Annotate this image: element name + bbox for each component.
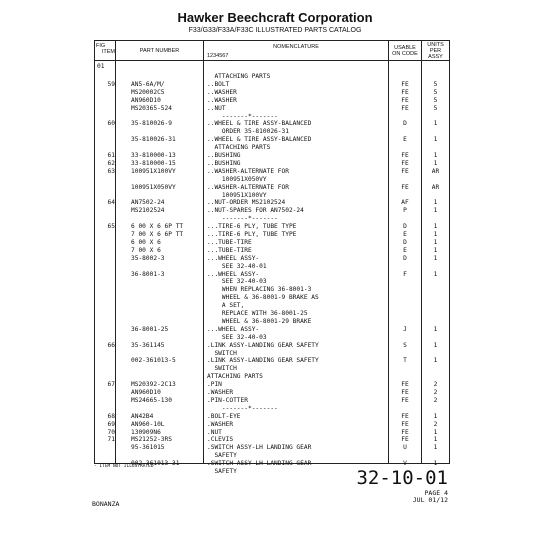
nomenclature-cell: ATTACHING PARTS bbox=[207, 73, 271, 80]
units-cell: 2 bbox=[433, 389, 438, 396]
page-number: PAGE 4 bbox=[424, 489, 448, 497]
nomenclature-cell: .WASHER bbox=[207, 389, 234, 396]
nomenclature-cell: SEE 32-40-01 bbox=[207, 262, 267, 270]
usable-code-cell: J bbox=[403, 325, 407, 333]
usable-code-cell: FE bbox=[401, 159, 409, 167]
usable-code-cell: E bbox=[403, 246, 407, 254]
usable-code-cell: FE bbox=[401, 80, 409, 88]
usable-code-cell: FE bbox=[401, 396, 409, 404]
usable-code-cell: FE bbox=[401, 183, 409, 191]
nomenclature-cell: ORDER 35-810026-31 bbox=[207, 128, 289, 136]
units-cell: 2 bbox=[433, 420, 438, 428]
part-number-cell: 6 00 X 6 bbox=[131, 238, 161, 246]
units-cell: 2 bbox=[433, 381, 438, 389]
usable-code-cell: D bbox=[403, 223, 407, 231]
units-cell: 1 bbox=[433, 428, 438, 436]
fig-header bbox=[96, 43, 115, 55]
nomenclature-cell: ..WASHER bbox=[207, 96, 237, 104]
nomenclature-cell: ..BUSHING bbox=[207, 159, 241, 167]
nomenclature-cell: SEE 32-40-03 bbox=[207, 278, 267, 286]
nomenclature-cell: ..NUT-ORDER MS2102524 bbox=[207, 199, 286, 207]
nomenclature-cell: .PIN bbox=[207, 381, 222, 389]
usable-code-cell: FE bbox=[401, 96, 409, 104]
usable-code-cell: D bbox=[403, 254, 407, 262]
nomenclature-cell: SAFETY bbox=[207, 452, 237, 460]
item-cell: 71 bbox=[107, 436, 115, 444]
item-cell: 62 bbox=[107, 159, 115, 167]
item-cell: 70 bbox=[107, 428, 115, 436]
nomenclature-cell: 100951X050VY bbox=[207, 175, 267, 183]
units-cell: 1 bbox=[433, 159, 438, 167]
page-info bbox=[413, 490, 448, 504]
item-cell: 66 bbox=[107, 341, 115, 349]
item-cell: 60 bbox=[107, 120, 115, 128]
part-number-cell: 33-810000-13 bbox=[131, 152, 176, 159]
usable-code-cell: AF bbox=[401, 199, 409, 207]
nomenclature-cell: ..WHEEL & TIRE ASSY-BALANCED bbox=[207, 136, 312, 144]
nomenclature-cell: ..NUT-SPARES FOR AN7502-24 bbox=[207, 207, 304, 215]
usable-code-cell: P bbox=[403, 207, 407, 215]
column-divider bbox=[115, 41, 116, 463]
usable-code-cell: FE bbox=[401, 420, 409, 428]
usable-code-cell: D bbox=[403, 238, 407, 246]
nomenclature-cell: REPLACE WITH 36-8001-25 bbox=[207, 310, 308, 317]
part-number-header: PART NUMBER bbox=[139, 48, 180, 54]
nomenclature-cell: .LINK ASSY-LANDING GEAR SAFETY bbox=[207, 357, 319, 365]
nomenclature-cell: .WASHER bbox=[207, 420, 234, 428]
nomenclature-cell: .BOLT-EYE bbox=[207, 412, 241, 420]
item-cell: 69 bbox=[107, 420, 115, 428]
nomenclature-cell: 100951X100VY bbox=[207, 191, 267, 199]
units-cell: 1 bbox=[433, 231, 438, 238]
usable-code-cell: FE bbox=[401, 389, 409, 396]
nomenclature-cell: WHEEL & 36-8001-9 BRAKE AS bbox=[207, 294, 319, 302]
usable-code-cell: U bbox=[403, 444, 407, 452]
part-number-cell: MS21252-3RS bbox=[131, 436, 172, 444]
usable-code-cell: FE bbox=[401, 104, 409, 112]
part-number-cell: 36-8001-3 bbox=[131, 270, 165, 278]
part-number-cell: MS20392-2C13 bbox=[131, 381, 176, 389]
usable-code-cell: FE bbox=[401, 88, 409, 96]
part-number-cell: 002-361013-5 bbox=[131, 357, 176, 365]
usable-code-cell: FE bbox=[401, 167, 409, 175]
nomenclature-cell: -------*------- bbox=[207, 112, 278, 120]
nomenclature-cell: SEE 32-40-03 bbox=[207, 333, 267, 341]
nomenclature-cell: .LINK ASSY-LANDING GEAR SAFETY bbox=[207, 341, 319, 349]
units-cell: 1 bbox=[433, 152, 438, 159]
nomenclature-cell: WHEEL & 36-8001-29 BRAKE bbox=[207, 317, 312, 325]
nomenclature-cell: ...WHEEL ASSY- bbox=[207, 254, 260, 262]
item-cell: 59 bbox=[107, 80, 115, 88]
catalog-subtitle: F33/G33/F33A/F33C ILLUSTRATED PARTS CATALOG bbox=[188, 27, 362, 34]
units-cell: 1 bbox=[433, 238, 438, 246]
nomenclature-cell: ..NUT bbox=[207, 104, 226, 112]
usable-code-cell: FE bbox=[401, 436, 409, 444]
usable-code-cell: S bbox=[403, 341, 407, 349]
usable-code-cell: D bbox=[403, 120, 407, 128]
units-cell: 1 bbox=[433, 460, 438, 468]
part-number-cell: AN960-10L bbox=[131, 420, 165, 428]
nomenclature-cell: SAFETY bbox=[207, 468, 237, 475]
nomenclature-cell: WHEN REPLACING 36-8001-3 bbox=[207, 286, 312, 294]
nomenclature-cell: .SWITCH ASSY-LH LANDING GEAR bbox=[207, 460, 312, 468]
nomenclature-cell: ...TIRE-6 PLY, TUBE TYPE bbox=[207, 223, 297, 231]
usable-code-cell: FE bbox=[401, 428, 409, 436]
item-cell: 65 bbox=[107, 223, 115, 231]
part-number-cell: 002-361013-31 bbox=[131, 460, 180, 468]
usable-code-cell: T bbox=[403, 357, 407, 365]
on-code-label: ON CODE bbox=[392, 51, 418, 57]
item-label: ITEM bbox=[101, 49, 115, 55]
units-cell: 1 bbox=[433, 120, 438, 128]
item-cell: 61 bbox=[107, 152, 115, 159]
units-cell: 5 bbox=[433, 104, 438, 112]
nomenclature-cell: ...WHEEL ASSY- bbox=[207, 325, 260, 333]
revision-date: JUL 01/12 bbox=[412, 496, 448, 504]
part-number-cell: 35-810026-31 bbox=[131, 136, 176, 144]
assy-label: ASSY bbox=[428, 54, 443, 60]
nomenclature-cell: ..WHEEL & TIRE ASSY-BALANCED bbox=[207, 120, 312, 128]
part-number-cell: MS24665-130 bbox=[131, 396, 172, 404]
nomenclature-cell: ..BUSHING bbox=[207, 152, 241, 159]
part-number-cell: 100951X100VY bbox=[131, 167, 176, 175]
part-number-cell: 35-810026-9 bbox=[131, 120, 172, 128]
part-number-cell: 6 00 X 6 6P TT bbox=[131, 223, 184, 231]
nomenclature-cell: ..WASHER-ALTERNATE FOR bbox=[207, 167, 289, 175]
nomenclature-digits: 1234567 bbox=[207, 53, 229, 59]
item-cell: 67 bbox=[107, 381, 115, 389]
usable-code-cell: FE bbox=[401, 381, 409, 389]
nomenclature-cell: -------*------- bbox=[207, 404, 278, 412]
usable-on-header bbox=[389, 45, 421, 57]
nomenclature-cell: .CLEVIS bbox=[207, 436, 234, 444]
nomenclature-cell: ...TUBE-TIRE bbox=[207, 246, 252, 254]
nomenclature-cell: ..WASHER bbox=[207, 88, 237, 96]
item-cell: 63 bbox=[107, 167, 115, 175]
nomenclature-cell: SWITCH bbox=[207, 365, 237, 373]
part-number-cell: 100951X050VY bbox=[131, 183, 176, 191]
section-code: 32-10-01 bbox=[356, 467, 448, 489]
nomenclature-header: NOMENCLATURE bbox=[273, 44, 319, 50]
nomenclature-cell: .NUT bbox=[207, 428, 222, 436]
units-header bbox=[422, 42, 449, 60]
company-title: Hawker Beechcraft Corporation bbox=[177, 10, 373, 25]
figure-number: 01 bbox=[97, 63, 105, 70]
units-label: UNITS bbox=[427, 42, 444, 48]
part-number-cell: MS20365-524 bbox=[131, 104, 172, 112]
fig-label: FIG bbox=[96, 43, 106, 49]
nomenclature-cell: ...WHEEL ASSY- bbox=[207, 270, 260, 278]
nomenclature-cell: ATTACHING PARTS bbox=[207, 373, 263, 381]
part-number-cell: 35-8002-3 bbox=[131, 254, 165, 262]
part-number-cell: 35-361145 bbox=[131, 341, 165, 349]
item-cell: 68 bbox=[107, 412, 115, 420]
usable-code-cell: V bbox=[403, 460, 407, 468]
nomenclature-cell: -------*------- bbox=[207, 215, 278, 223]
part-number-cell: AN42B4 bbox=[131, 412, 154, 420]
nomenclature-cell: ...TUBE-TIRE bbox=[207, 238, 252, 246]
column-divider bbox=[203, 41, 204, 463]
part-number-cell: 130909N6 bbox=[131, 428, 161, 436]
part-number-cell: AN7502-24 bbox=[131, 199, 165, 207]
part-number-cell: AN960D10 bbox=[131, 96, 161, 104]
units-cell: AR bbox=[431, 167, 440, 175]
usable-label: USABLE bbox=[394, 45, 416, 51]
units-cell: 1 bbox=[433, 436, 438, 444]
units-cell: 1 bbox=[433, 254, 438, 262]
part-number-cell: 33-810000-15 bbox=[131, 159, 176, 167]
footnote: - ITEM NOT ILLUSTRATED bbox=[94, 464, 154, 469]
units-cell: 2 bbox=[433, 396, 438, 404]
usable-code-cell: E bbox=[403, 136, 407, 144]
units-cell: 1 bbox=[433, 223, 438, 231]
part-number-cell: MS20002C5 bbox=[131, 88, 165, 96]
usable-code-cell: FE bbox=[401, 152, 409, 159]
units-cell: 1 bbox=[433, 136, 438, 144]
nomenclature-cell: A SET, bbox=[207, 302, 245, 310]
units-cell: 1 bbox=[433, 341, 438, 349]
nomenclature-cell: ..WASHER-ALTERNATE FOR bbox=[207, 183, 289, 191]
nomenclature-cell: ATTACHING PARTS bbox=[207, 144, 271, 152]
usable-code-cell: F bbox=[403, 270, 407, 278]
units-cell: 1 bbox=[433, 412, 438, 420]
per-label: PER bbox=[429, 48, 442, 54]
units-cell: 1 bbox=[433, 207, 438, 215]
part-number-cell: 95-361015 bbox=[131, 444, 165, 452]
units-cell: 5 bbox=[433, 96, 438, 104]
nomenclature-cell: .PIN-COTTER bbox=[207, 396, 248, 404]
units-cell: 1 bbox=[433, 444, 438, 452]
part-number-cell: AN5-6A/M/ bbox=[131, 80, 165, 88]
part-number-cell: 7 00 X 6 bbox=[131, 246, 161, 254]
usable-code-cell: FE bbox=[401, 412, 409, 420]
nomenclature-cell: ..BOLT bbox=[207, 80, 230, 88]
units-cell: 5 bbox=[433, 88, 438, 96]
part-number-cell: AN960D10 bbox=[131, 389, 161, 396]
units-cell: 1 bbox=[433, 246, 438, 254]
part-number-cell: 36-8001-25 bbox=[131, 325, 169, 333]
part-number-cell: 7 00 X 6 6P TT bbox=[131, 231, 184, 238]
nomenclature-cell: .SWITCH ASSY-LH LANDING GEAR bbox=[207, 444, 312, 452]
units-cell: AR bbox=[431, 183, 440, 191]
units-cell: 5 bbox=[433, 80, 438, 88]
units-cell: 1 bbox=[433, 357, 438, 365]
usable-code-cell: E bbox=[403, 231, 407, 238]
units-cell: 1 bbox=[433, 199, 438, 207]
nomenclature-cell: SWITCH bbox=[207, 349, 237, 357]
model-name: BONANZA bbox=[92, 500, 120, 508]
part-number-cell: MS2102524 bbox=[131, 207, 165, 215]
units-cell: 1 bbox=[433, 270, 438, 278]
units-cell: 1 bbox=[433, 325, 438, 333]
nomenclature-cell: ...TIRE-6 PLY, TUBE TYPE bbox=[207, 231, 297, 238]
item-cell: 64 bbox=[107, 199, 115, 207]
